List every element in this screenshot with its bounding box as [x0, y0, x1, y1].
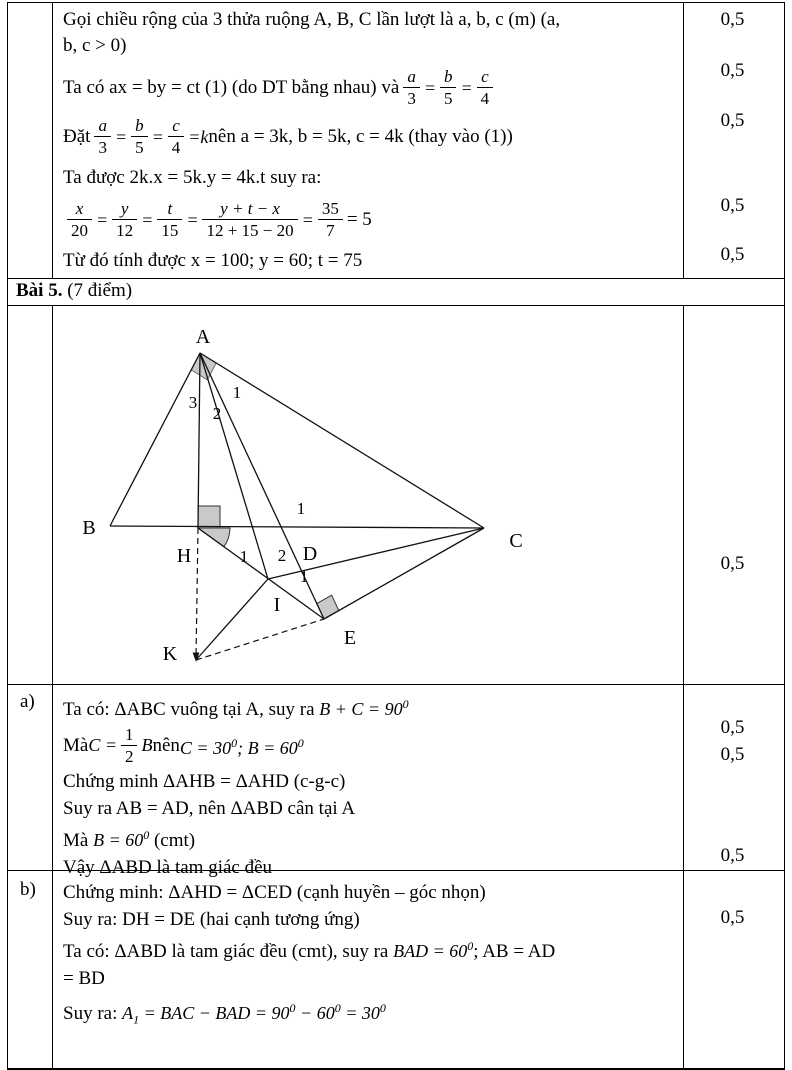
figure-point-labels: [82, 326, 522, 665]
row-part-b: [8, 870, 784, 1068]
segment-AC: [200, 353, 484, 528]
degree-superscript: 0: [402, 697, 409, 711]
degree-superscript: 0: [334, 1001, 341, 1015]
score-value: 0,5: [720, 195, 745, 216]
segment-IK: [196, 579, 268, 660]
fraction: $\frac{t}{15}$: [157, 199, 182, 240]
figure-cell: [53, 306, 683, 684]
solution-line: [63, 822, 677, 854]
text-run: Suy ra AB = AD, nên ΔABD cân tại A: [63, 798, 356, 820]
content-cell-part-b: [53, 871, 683, 1068]
math-run: B: [141, 735, 153, 756]
text-run: Từ đó tính được x = 100; y = 60; t = 75: [63, 250, 363, 272]
equals-sign: =: [141, 209, 154, 230]
problem5-number: Bài 5.: [16, 280, 63, 301]
solution-line: [63, 248, 677, 274]
problem5-title: [8, 279, 132, 305]
angle-label-E1: 1: [299, 567, 309, 586]
text-run: Vậy ΔABD là tam giác đều: [63, 857, 273, 879]
text-run: Mà: [63, 735, 89, 757]
score-cell: [683, 306, 781, 684]
angle-label-A1: 1: [232, 383, 242, 402]
text-run: nên a = 3k, b = 5k, c = 4k (thay vào (1)): [208, 125, 513, 147]
equals-sign: =: [423, 77, 436, 98]
text-run: (cmt): [149, 830, 196, 852]
equals-sign: =: [188, 126, 201, 147]
fraction: $\frac{x}{20}$: [67, 199, 92, 240]
fraction: $\frac{a}{3}$: [403, 67, 420, 108]
text-run: Ta được 2k.x = 5k.y = 4k.t suy ra:: [63, 167, 322, 189]
text-run: ; AB = AD: [473, 941, 556, 962]
text-run: Chứng minh ΔAHB = ΔAHD (c-g-c): [63, 771, 346, 793]
text-run: Mà: [63, 830, 94, 852]
equals-sign: =: [151, 126, 164, 147]
index-subscript: 1: [133, 1012, 140, 1027]
solution-line: [63, 795, 677, 822]
angle-label-D-above: 1: [296, 499, 306, 518]
solution-line: [63, 691, 677, 723]
score-cell: [683, 871, 781, 1068]
math-run: C =: [88, 735, 117, 756]
degree-superscript: 0: [467, 939, 474, 953]
fraction: $\frac{35}{7}$: [318, 199, 343, 240]
segment-AB: [110, 353, 200, 526]
solution-line: [63, 768, 677, 795]
figure-point-label-C: C: [509, 530, 523, 552]
answer-table: [7, 2, 785, 1070]
degree-superscript: 0: [289, 1001, 296, 1015]
score-value: 0,5: [720, 9, 745, 30]
angle-label-D2: 2: [277, 546, 287, 565]
fraction: $\frac{c}{4}$: [168, 116, 185, 157]
problem5-points: (7 điểm): [62, 280, 133, 301]
score-cell: [683, 685, 781, 870]
text-run: Ta có: ΔABC vuông tại A, suy ra: [63, 699, 320, 720]
text-run: Suy ra:: [63, 1003, 123, 1024]
figure-point-label-I: I: [273, 594, 281, 616]
solution-line: [63, 965, 677, 992]
equals-sign: =: [301, 209, 314, 230]
equals-sign: =: [186, 209, 199, 230]
part-b-label: b): [8, 871, 53, 1068]
angle-label-A2: 2: [212, 404, 222, 423]
row-problem5-header: [8, 278, 784, 305]
segment-AH: [198, 353, 200, 528]
text-run: Suy ra: DH = DE (hai cạnh tương ứng): [63, 909, 360, 930]
segment-HK-dashed: [196, 528, 198, 658]
math-run: $C = 30^0$; $B = 60^0$: [179, 735, 304, 758]
text-run: Ta có ax = by = ct (1) (do DT bằng nhau) và: [63, 76, 400, 98]
equals-sign: =: [96, 209, 109, 230]
fraction: $\frac{b}{5}$: [440, 67, 457, 108]
solution-line: [63, 933, 677, 965]
solution-line: [63, 7, 677, 59]
equals-sign: =: [114, 126, 128, 147]
fraction: $\frac{c}{4}$: [477, 67, 494, 108]
degree-superscript: 0: [143, 828, 150, 843]
angle-label-H1: 1: [239, 547, 249, 566]
label-cell-empty: [8, 3, 53, 278]
variable-k: k: [200, 126, 209, 147]
fraction: $\frac{1}{2}$: [121, 725, 138, 766]
segment-BC: [110, 526, 484, 528]
row-figure: [8, 305, 784, 684]
label-cell-empty: [8, 306, 53, 684]
score-value: 0,5: [720, 553, 745, 574]
fraction: $\frac{y}{12}$: [112, 199, 137, 240]
math-run: $B + C = 90^0$: [319, 697, 409, 719]
figure-angle-labels: [189, 383, 309, 586]
row-problem4-solution: [8, 3, 784, 278]
score-value: 0,5: [720, 907, 745, 928]
math-run: BAD = $60^0$: [393, 939, 474, 961]
text-run: = BD: [63, 968, 105, 989]
text-run: = 5: [346, 208, 372, 230]
part-a-label: a): [8, 685, 53, 870]
score-value: 0,5: [720, 110, 745, 131]
solution-line-equation: [63, 199, 677, 240]
math-run: $B = 60^0$: [93, 828, 150, 851]
score-value: 0,5: [720, 717, 745, 738]
score-cell: [683, 3, 781, 278]
text-run: Chứng minh: ΔAHD = ΔCED (cạnh huyền – góc nhọn): [63, 882, 486, 903]
solution-line: [63, 995, 677, 1034]
segment-EC: [324, 528, 484, 619]
solution-line: [63, 906, 677, 933]
text-run: nên: [152, 735, 180, 757]
score-value: 0,5: [720, 244, 745, 265]
fraction: $\frac{a}{3}$: [94, 116, 111, 157]
content-cell-part-a: [53, 685, 683, 879]
figure-point-label-D: D: [302, 543, 318, 565]
text-run: Đặt: [63, 125, 91, 147]
solution-line: [63, 879, 677, 906]
right-angle-mark-H: [198, 506, 220, 528]
solution-line-equation: [63, 725, 677, 766]
figure-point-label-E: E: [343, 627, 357, 649]
figure-point-label-B: B: [82, 517, 96, 539]
score-value: 0,5: [720, 60, 745, 81]
degree-superscript: 0: [379, 1001, 386, 1015]
text-run: b, c > 0): [63, 35, 127, 56]
degree-superscript: 0: [297, 735, 304, 750]
text-run: Gọi chiều rộng của 3 thửa ruộng A, B, C lần lượt là a, b, c (m) (a,: [63, 9, 561, 30]
solution-line-equation: [63, 67, 677, 108]
figure-point-label-K: K: [162, 643, 178, 665]
figure-point-label-H: H: [176, 545, 192, 567]
angle-label-A3: 3: [188, 393, 198, 412]
score-value: 0,5: [720, 845, 745, 866]
solution-line: [63, 165, 677, 191]
equals-sign: =: [460, 77, 473, 98]
segment-KE-dashed: [196, 619, 324, 660]
fraction: $\frac{b}{5}$: [131, 116, 148, 157]
content-cell-problem4: [53, 3, 683, 278]
math-run: $A_1$ = BAC − BAD = $90^0 - 60^0 = 30^0$: [122, 1001, 386, 1027]
solution-line-equation: [63, 116, 677, 157]
text-run: Ta có: ΔABD là tam giác đều (cmt), suy ra: [63, 941, 394, 962]
score-value: 0,5: [720, 744, 745, 765]
geometry-figure: [53, 306, 681, 682]
row-part-a: [8, 684, 784, 879]
fraction: $\frac{y + t - x}{12 + 15 - 20}$: [202, 199, 297, 240]
degree-superscript: 0: [231, 735, 238, 750]
figure-point-label-A: A: [195, 326, 211, 348]
